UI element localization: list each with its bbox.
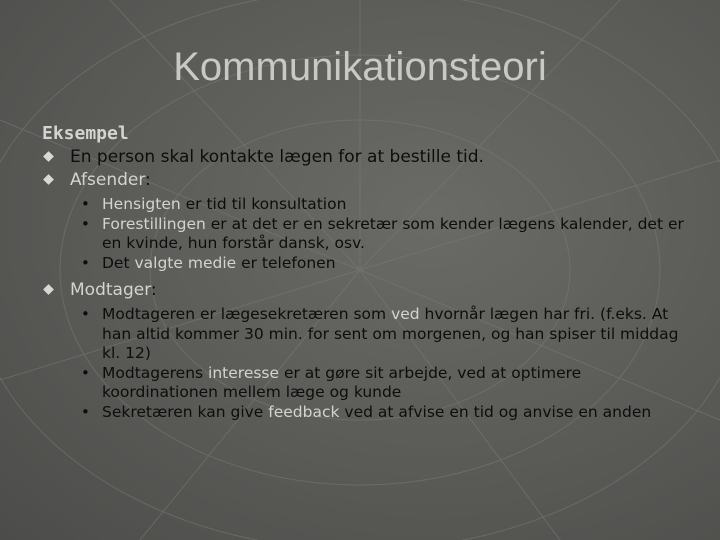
dot-bullet-icon: • <box>81 363 90 382</box>
subitem-interesse: • Modtagerens interesse er at gøre sit arbejde, ved at optimere koordinationen mellem læge og kunde <box>81 363 582 401</box>
term-afsender: Afsender <box>70 170 146 190</box>
bullet-item-person <box>42 146 692 168</box>
subitem-forestillingen: • Forestillingen er at det er en sekretær som kender lægens kalender, det er en kvinde, hun forstår dansk, osv. <box>81 214 684 252</box>
slide-title: Kommunikationsteori <box>173 45 547 89</box>
dot-bullet-icon: • <box>81 253 90 272</box>
term-interesse: interesse <box>208 363 280 382</box>
term-hensigten: Hensigten <box>102 195 181 213</box>
term-feedback: feedback <box>268 402 340 421</box>
afsender-subitems <box>42 195 692 273</box>
term-forestillingen: Forestillingen <box>102 214 206 233</box>
bullet-text: En person skal kontakte lægen for at bestille tid. <box>70 147 484 167</box>
subitem-medie: • Det valgte medie er telefonen <box>81 253 336 272</box>
diamond-bullet-icon <box>43 174 54 185</box>
term-modtager: Modtager <box>70 280 151 300</box>
subitem-feedback: • Sekretæren kan give feedback ved at afvise en tid og anvise en anden <box>81 402 652 421</box>
term-ved: ved <box>391 305 420 323</box>
dot-bullet-icon: • <box>81 214 90 233</box>
bullet-item-afsender: Afsender: <box>42 169 692 191</box>
term-valgte-medie: valgte medie <box>134 253 237 272</box>
dot-bullet-icon: • <box>81 195 90 213</box>
section-heading: Eksempel <box>42 123 129 144</box>
dot-bullet-icon: • <box>81 305 90 323</box>
diamond-bullet-icon <box>43 284 54 295</box>
subitem-hensigten: • Hensigten er tid til konsultation <box>81 195 347 213</box>
dot-bullet-icon: • <box>81 402 90 421</box>
diamond-bullet-icon <box>43 151 54 162</box>
slide-body <box>42 123 692 428</box>
modtager-subitems <box>42 305 692 422</box>
subitem-ved: • Modtageren er lægesekretæren som ved hvornår lægen har fri. (f.eks. At han altid kommer 30 min. for sent om morgenen, og han spiser til middag kl. 12) <box>81 305 679 362</box>
bullet-item-modtager: Modtager: <box>42 279 692 301</box>
